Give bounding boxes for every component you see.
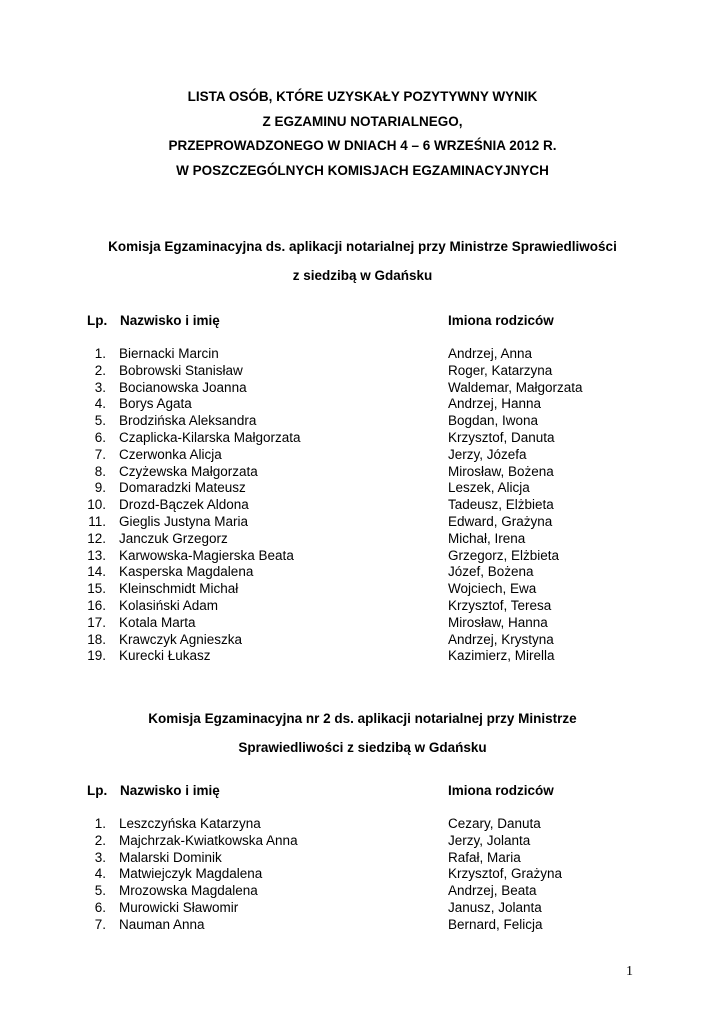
list-item xyxy=(0,866,725,883)
list-item xyxy=(0,883,725,900)
title-line: W POSZCZEGÓLNYCH KOMISJACH EGZAMINACYJNYCH xyxy=(176,162,549,178)
person-name: Leszczyńska Katarzyna xyxy=(119,816,261,831)
person-name: Drozd-Bączek Aldona xyxy=(119,497,249,513)
list-header-2 xyxy=(0,782,725,800)
commission-heading-line: z siedzibą w Gdańsku xyxy=(292,268,433,283)
person-name: Kasperska Magdalena xyxy=(119,564,254,580)
column-header-lp: Lp. xyxy=(87,313,108,328)
column-header-lp: Lp. xyxy=(87,783,108,798)
parents-names: Andrzej, Beata xyxy=(448,883,537,899)
row-number: 18. xyxy=(87,631,106,647)
list-item xyxy=(0,497,725,514)
person-name: Majchrzak-Kwiatkowska Anna xyxy=(119,832,298,848)
list-item xyxy=(0,917,725,934)
document-title xyxy=(0,85,725,183)
commission-heading-line: Komisja Egzaminacyjna nr 2 ds. aplikacji notarialnej przy Ministrze xyxy=(148,711,577,726)
parents-names: Jerzy, Józefa xyxy=(448,446,527,462)
person-name: Gieglis Justyna Maria xyxy=(119,513,249,529)
list-item xyxy=(0,615,725,632)
row-number: 11. xyxy=(88,513,106,529)
column-header-name: Nazwisko i imię xyxy=(120,783,220,798)
row-number: 2. xyxy=(94,362,106,378)
row-number: 1. xyxy=(94,816,106,831)
list-item xyxy=(0,380,725,397)
row-number: 17. xyxy=(87,614,106,630)
person-name: Bobrowski Stanisław xyxy=(119,362,243,378)
person-name: Karwowska-Magierska Beata xyxy=(119,547,294,563)
person-name: Krawczyk Agnieszka xyxy=(119,631,243,647)
column-header-parents: Imiona rodziców xyxy=(448,313,554,328)
row-number: 14. xyxy=(87,564,106,580)
person-name: Czaplicka-Kilarska Małgorzata xyxy=(119,429,301,445)
row-number: 8. xyxy=(94,463,106,479)
person-name: Mrozowska Magdalena xyxy=(119,883,258,899)
list-item xyxy=(0,531,725,548)
parents-names: Rafał, Maria xyxy=(448,849,521,865)
parents-names: Bogdan, Iwona xyxy=(448,413,539,429)
parents-names: Grzegorz, Elżbieta xyxy=(448,547,560,563)
row-number: 13. xyxy=(87,547,106,563)
parents-names: Józef, Bożena xyxy=(448,564,534,580)
row-number: 7. xyxy=(94,916,106,932)
list-item xyxy=(0,850,725,867)
person-name: Biernacki Marcin xyxy=(119,346,219,361)
row-number: 10. xyxy=(87,497,106,513)
parents-names: Bernard, Felicja xyxy=(448,916,543,932)
parents-names: Leszek, Alicja xyxy=(448,480,530,496)
list-item xyxy=(0,816,725,833)
commission-heading-1 xyxy=(0,232,725,290)
parents-names: Krzysztof, Danuta xyxy=(448,429,555,445)
parents-names: Krzysztof, Teresa xyxy=(448,597,552,613)
person-name: Kleinschmidt Michał xyxy=(119,581,239,597)
row-number: 5. xyxy=(94,413,106,429)
row-number: 4. xyxy=(94,396,106,412)
parents-names: Waldemar, Małgorzata xyxy=(448,379,583,395)
parents-names: Mirosław, Bożena xyxy=(448,463,554,479)
parents-names: Michał, Irena xyxy=(448,530,526,546)
row-number: 15. xyxy=(87,581,106,597)
person-name: Czerwonka Alicja xyxy=(119,446,222,462)
list-item xyxy=(0,413,725,430)
person-name: Brodzińska Aleksandra xyxy=(119,413,257,429)
parents-names: Mirosław, Hanna xyxy=(448,614,548,630)
parents-names: Roger, Katarzyna xyxy=(448,362,553,378)
page-number: 1 xyxy=(626,964,633,979)
person-name: Czyżewska Małgorzata xyxy=(119,463,258,479)
list-item xyxy=(0,447,725,464)
person-name: Kurecki Łukasz xyxy=(119,648,211,664)
title-line: Z EGZAMINU NOTARIALNEGO, xyxy=(262,113,463,129)
candidate-list-2 xyxy=(0,816,725,934)
title-line: PRZEPROWADZONEGO W DNIACH 4 – 6 WRZEŚNIA 2012 R. xyxy=(168,138,557,153)
row-number: 12. xyxy=(87,530,106,546)
parents-names: Wojciech, Ewa xyxy=(448,581,537,597)
row-number: 6. xyxy=(94,429,106,445)
person-name: Kotala Marta xyxy=(119,614,196,630)
column-header-parents: Imiona rodziców xyxy=(448,783,554,798)
parents-names: Tadeusz, Elżbieta xyxy=(448,497,554,513)
list-item xyxy=(0,648,725,665)
row-number: 5. xyxy=(94,883,106,899)
list-item xyxy=(0,346,725,363)
column-header-name: Nazwisko i imię xyxy=(120,313,220,328)
commission-heading-2 xyxy=(0,704,725,762)
person-name: Domaradzki Mateusz xyxy=(119,480,246,496)
parents-names: Kazimierz, Mirella xyxy=(448,648,555,664)
row-number: 16. xyxy=(87,597,106,613)
parents-names: Janusz, Jolanta xyxy=(448,899,542,915)
row-number: 9. xyxy=(94,480,106,496)
list-item xyxy=(0,464,725,481)
list-item xyxy=(0,632,725,649)
person-name: Matwiejczyk Magdalena xyxy=(119,866,263,882)
parents-names: Cezary, Danuta xyxy=(448,816,541,831)
commission-heading-line: Sprawiedliwości z siedzibą w Gdańsku xyxy=(238,740,487,755)
parents-names: Edward, Grażyna xyxy=(448,513,553,529)
list-item xyxy=(0,581,725,598)
row-number: 6. xyxy=(94,899,106,915)
person-name: Murowicki Sławomir xyxy=(119,899,239,915)
row-number: 1. xyxy=(94,346,106,361)
list-item xyxy=(0,833,725,850)
list-item xyxy=(0,900,725,917)
commission-heading-line: Komisja Egzaminacyjna ds. aplikacji notarialnej przy Ministrze Sprawiedliwości xyxy=(108,239,617,254)
person-name: Janczuk Grzegorz xyxy=(119,530,228,546)
list-item xyxy=(0,598,725,615)
row-number: 7. xyxy=(94,446,106,462)
row-number: 3. xyxy=(94,849,106,865)
parents-names: Andrzej, Anna xyxy=(448,346,533,361)
candidate-list-1 xyxy=(0,346,725,665)
person-name: Kolasiński Adam xyxy=(119,597,219,613)
list-item xyxy=(0,514,725,531)
list-item xyxy=(0,564,725,581)
parents-names: Andrzej, Krystyna xyxy=(448,631,554,647)
list-item xyxy=(0,363,725,380)
list-item xyxy=(0,548,725,565)
person-name: Malarski Dominik xyxy=(119,849,222,865)
person-name: Bocianowska Joanna xyxy=(119,379,247,395)
row-number: 2. xyxy=(94,832,106,848)
title-line: LISTA OSÓB, KTÓRE UZYSKAŁY POZYTYWNY WYNIK xyxy=(187,89,538,104)
row-number: 4. xyxy=(94,866,106,882)
parents-names: Jerzy, Jolanta xyxy=(448,832,531,848)
list-item xyxy=(0,396,725,413)
row-number: 19. xyxy=(87,648,106,664)
person-name: Nauman Anna xyxy=(119,916,205,932)
row-number: 3. xyxy=(94,379,106,395)
list-header-1 xyxy=(0,312,725,330)
parents-names: Krzysztof, Grażyna xyxy=(448,866,563,882)
parents-names: Andrzej, Hanna xyxy=(448,396,542,412)
person-name: Borys Agata xyxy=(119,396,192,412)
list-item xyxy=(0,430,725,447)
list-item xyxy=(0,480,725,497)
